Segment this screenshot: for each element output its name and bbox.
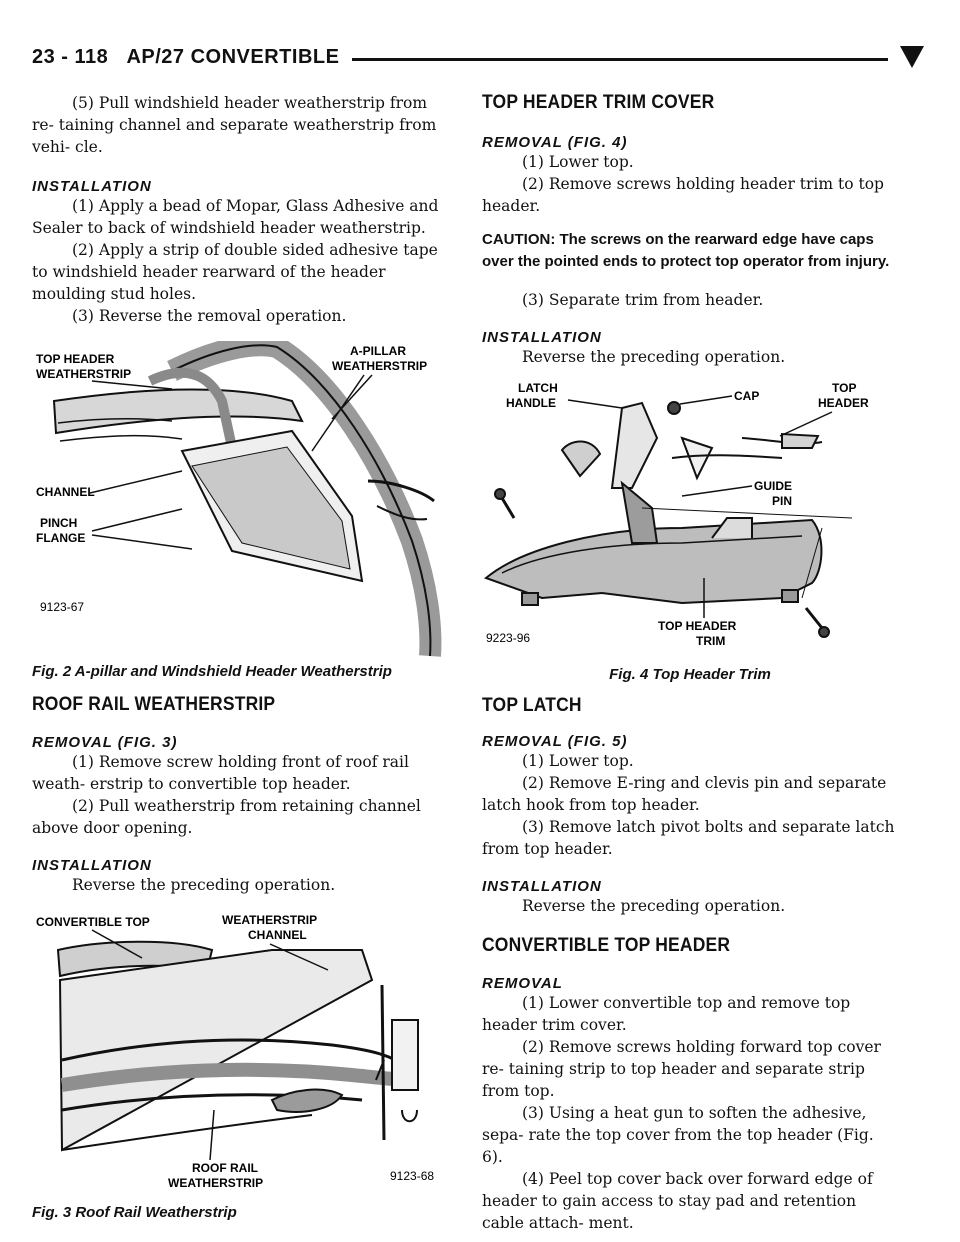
fig3-caption: Fig. 3 Roof Rail Weatherstrip xyxy=(32,1204,237,1221)
top-latch-heading: TOP LATCH xyxy=(482,695,582,716)
right-column xyxy=(482,92,898,1234)
fig4-label-top-1: TOP xyxy=(832,381,857,395)
fig2-label-a-pillar-1: A-PILLAR xyxy=(350,344,406,358)
install-step-3: (3) Reverse the removal operation. xyxy=(72,307,347,325)
installation-heading-3: INSTALLATION xyxy=(482,329,602,346)
fig3-label-roof-rail-1: ROOF RAIL xyxy=(192,1161,258,1175)
fig4-label-cap: CAP xyxy=(734,389,760,403)
header-rule xyxy=(352,58,888,61)
removal-fig3-heading: REMOVAL (FIG. 3) xyxy=(32,734,178,751)
fig2-label-channel: CHANNEL xyxy=(36,485,95,499)
removal-step-5: (5) Pull windshield header weatherstrip from re- taining channel and separate weatherstrip from vehi- cle. xyxy=(32,94,437,156)
fig4-label-trim-2: TRIM xyxy=(696,634,726,648)
fig2-code: 9123-67 xyxy=(40,600,85,614)
removal-fig4-heading: REMOVAL (FIG. 4) xyxy=(482,134,628,151)
figure-3 xyxy=(32,910,448,1221)
caution-note: CAUTION: The screws on the rearward edge have caps over the pointed ends to protect top operator from injury. xyxy=(482,231,890,270)
removal-heading: REMOVAL xyxy=(482,975,563,992)
fig4-label-guide-1: GUIDE xyxy=(754,479,793,493)
fig4-label-guide-2: PIN xyxy=(772,494,793,508)
fig2-label-pinch-2: FLANGE xyxy=(36,531,86,545)
fig4-label-trim-1: TOP HEADER xyxy=(658,619,737,633)
page-header xyxy=(32,40,932,80)
removal-fig5-heading: REMOVAL (FIG. 5) xyxy=(482,733,628,750)
fig3-label-ws-channel-2: CHANNEL xyxy=(248,928,307,942)
roof-rail-removal-step-1: (1) Remove screw holding front of roof rail weath- erstrip to convertible top header. xyxy=(32,753,409,793)
fig2-label-a-pillar-2: WEATHERSTRIP xyxy=(332,359,428,373)
chapter-triangle-icon xyxy=(898,44,926,70)
fig3-code: 9123-68 xyxy=(390,1169,435,1183)
page-number: 23 - 118 xyxy=(32,46,109,68)
header-removal-step-3: (3) Using a heat gun to soften the adhesive, sepa- rate the top cover from the top header (Fig. 6). xyxy=(482,1104,874,1166)
trim-install-text: Reverse the preceding operation. xyxy=(522,348,786,366)
fig3-drawing xyxy=(58,942,418,1150)
left-column xyxy=(32,92,448,1221)
figure-4 xyxy=(482,378,898,683)
latch-removal-step-3: (3) Remove latch pivot bolts and separate latch from top header. xyxy=(482,818,895,858)
fig4-drawing xyxy=(486,402,852,637)
page-header-label xyxy=(32,46,339,69)
header-removal-step-2: (2) Remove screws holding forward top cover re- taining strip to top header and separate strip from top. xyxy=(482,1038,881,1100)
roof-rail-removal-step-2: (2) Pull weatherstrip from retaining channel above door opening. xyxy=(32,797,421,837)
roof-rail-install-text: Reverse the preceding operation. xyxy=(72,876,336,894)
fig3-label-ws-channel-1: WEATHERSTRIP xyxy=(222,913,318,927)
roof-rail-heading: ROOF RAIL WEATHERSTRIP xyxy=(32,694,276,715)
fig4-illustration xyxy=(482,378,898,670)
fig4-label-latch-2: HANDLE xyxy=(506,396,556,410)
fig2-drawing xyxy=(54,345,434,656)
header-removal-step-1: (1) Lower convertible top and remove top header trim cover. xyxy=(482,994,851,1034)
fig3-illustration xyxy=(32,910,448,1200)
fig3-label-convertible-top: CONVERTIBLE TOP xyxy=(36,915,150,929)
fig2-label-top-header-2: WEATHERSTRIP xyxy=(36,367,132,381)
convertible-top-header-heading: CONVERTIBLE TOP HEADER xyxy=(482,935,731,956)
latch-install-text: Reverse the preceding operation. xyxy=(522,897,786,915)
trim-removal-step-3: (3) Separate trim from header. xyxy=(522,291,764,309)
trim-removal-step-1: (1) Lower top. xyxy=(522,153,634,171)
latch-removal-step-1: (1) Lower top. xyxy=(522,752,634,770)
trim-removal-step-2: (2) Remove screws holding header trim to top header. xyxy=(482,175,884,215)
fig4-caption: Fig. 4 Top Header Trim xyxy=(609,666,771,683)
figure-2 xyxy=(32,341,448,680)
install-step-2: (2) Apply a strip of double sided adhesive tape to windshield header rearward of the header moulding stud holes. xyxy=(32,241,438,303)
fig3-label-roof-rail-2: WEATHERSTRIP xyxy=(168,1176,264,1190)
header-removal-step-4: (4) Peel top cover back over forward edge of header to gain access to stay pad and retention cable attach- ment. xyxy=(482,1170,873,1232)
fig2-illustration xyxy=(32,341,448,661)
fig4-code: 9223-96 xyxy=(486,631,531,645)
fig2-label-pinch-1: PINCH xyxy=(40,516,78,530)
fig2-label-top-header-1: TOP HEADER xyxy=(36,352,115,366)
latch-removal-step-2: (2) Remove E-ring and clevis pin and separate latch hook from top header. xyxy=(482,774,887,814)
installation-heading-2: INSTALLATION xyxy=(32,857,152,874)
fig2-caption: Fig. 2 A-pillar and Windshield Header Weatherstrip xyxy=(32,663,392,680)
section-title: AP/27 CONVERTIBLE xyxy=(126,46,340,68)
fig4-label-top-2: HEADER xyxy=(818,396,869,410)
installation-heading-1: INSTALLATION xyxy=(32,178,152,195)
fig4-label-latch-1: LATCH xyxy=(518,381,558,395)
trim-cover-heading: TOP HEADER TRIM COVER xyxy=(482,92,715,113)
installation-heading-4: INSTALLATION xyxy=(482,878,602,895)
install-step-1: (1) Apply a bead of Mopar, Glass Adhesive and Sealer to back of windshield header weatherstrip. xyxy=(32,197,439,237)
